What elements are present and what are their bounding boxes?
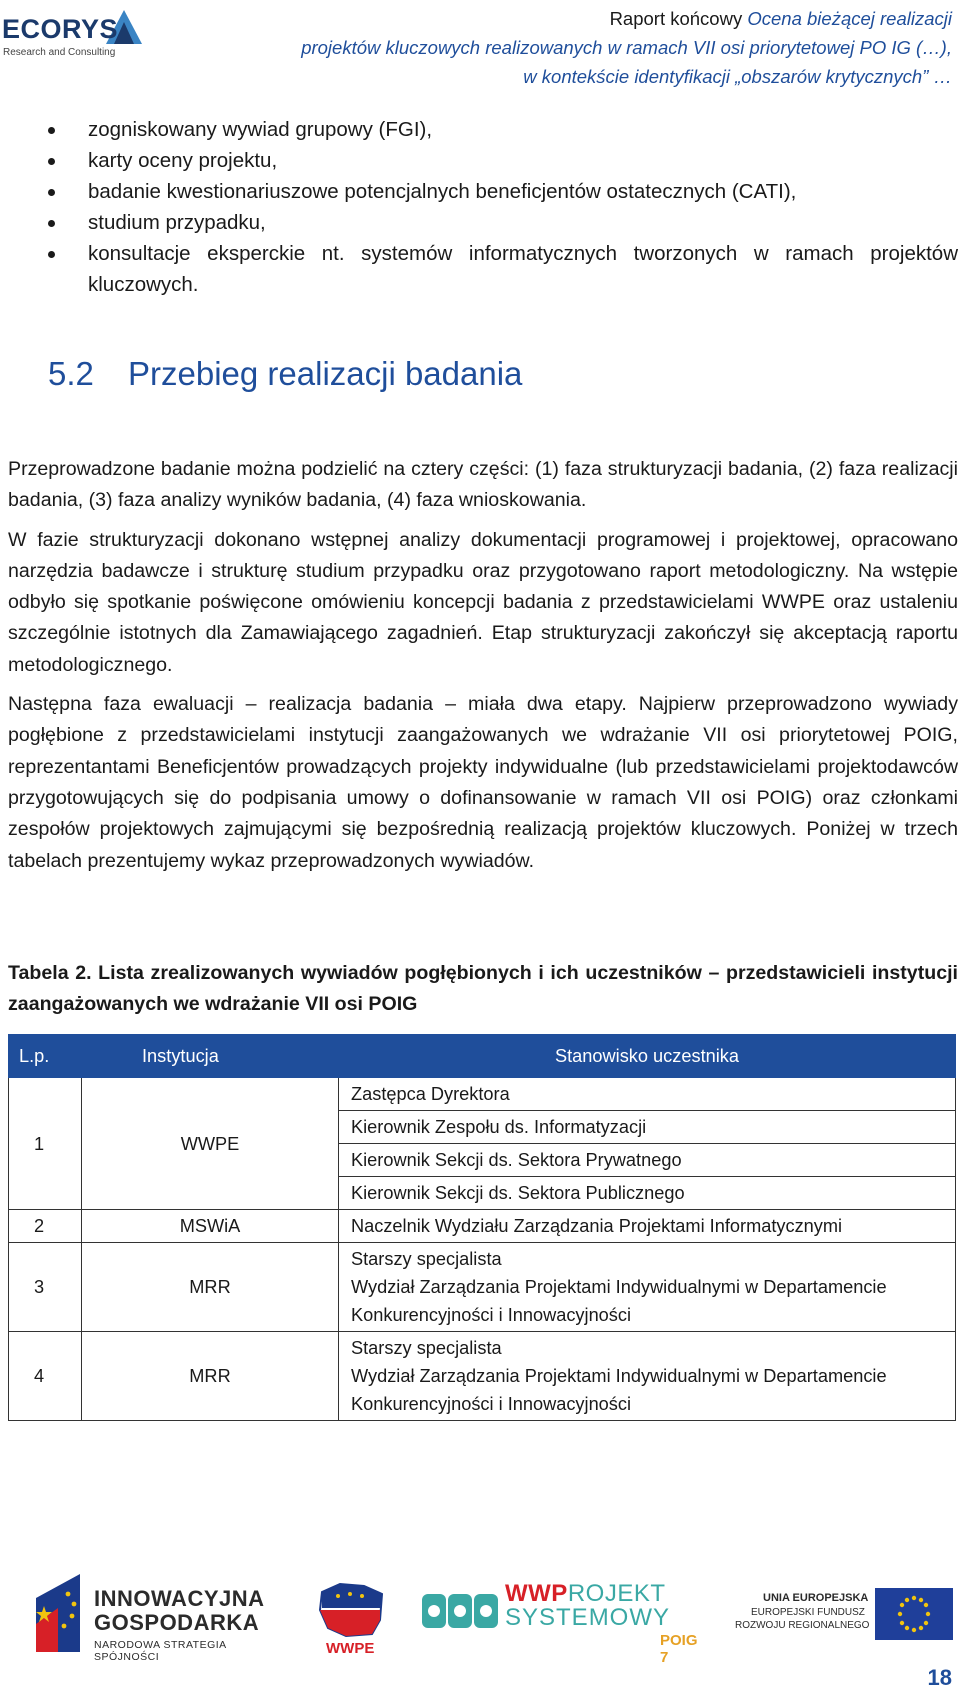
eu-flag-icon bbox=[875, 1588, 953, 1640]
innowacyjna-gospodarka-logo bbox=[28, 1566, 288, 1661]
header-institution: Instytucja bbox=[82, 1035, 339, 1078]
table-row bbox=[9, 1243, 956, 1332]
cell-position-multiline bbox=[339, 1243, 956, 1332]
header-title-part-1: Ocena bieżącej realizacji bbox=[747, 8, 952, 29]
cell-position: Kierownik Sekcji ds. Sektora Publicznego bbox=[339, 1177, 956, 1210]
cell-lp: 3 bbox=[9, 1243, 82, 1332]
eu-fund-text: EUROPEJSKI FUNDUSZ bbox=[751, 1607, 865, 1618]
position-line: Konkurencyjności i Innowacyjności bbox=[351, 1305, 632, 1325]
position-line: Wydział Zarządzania Projektami Indywidualnymi w Departamencie bbox=[351, 1277, 887, 1297]
cell-position: Naczelnik Wydziału Zarządzania Projektami Informatycznymi bbox=[339, 1210, 956, 1243]
header-title-part-3: w kontekście identyfikacji „obszarów krytycznych” … bbox=[523, 66, 952, 87]
paragraph: Następna faza ewaluacji – realizacja badania – miała dwa etapy. Najpierw przeprowadzono wywiady pogłębione z przedstawicielami instytucji zaangażowanych we wdrażanie VII osi priorytetowej POIG, reprezentantami Beneficjentów prowadzących projekty indywidualne (lub przedstawicielami projektodawców przygotowujących się do podpisania umowy o dofinansowanie w ramach VII osi POIG) oraz członkami zespołów projektowych zajmującymi się bezpośrednią realizacją projektów kluczowych. Poniżej w trzech tabelach prezentujemy wykaz przeprowadzonych wywiadów. bbox=[8, 693, 958, 872]
list-item: studium przypadku, bbox=[48, 207, 958, 238]
page-number: 18 bbox=[927, 1665, 952, 1690]
position-line: Starszy specjalista bbox=[351, 1249, 502, 1269]
cell-lp: 4 bbox=[9, 1332, 82, 1421]
wwpe-logo bbox=[316, 1580, 388, 1664]
bullet-icon bbox=[48, 220, 55, 227]
header-lp: L.p. bbox=[9, 1035, 82, 1078]
header-position: Stanowisko uczestnika bbox=[339, 1035, 956, 1078]
wwpe-logo-text: WWPE bbox=[326, 1640, 375, 1657]
section-body bbox=[8, 454, 958, 885]
table-row bbox=[9, 1210, 956, 1243]
header-title-part-2: projektów kluczowych realizowanych w ramach VII osi priorytetowej PO IG (…), bbox=[301, 37, 952, 58]
interviews-table bbox=[8, 1034, 956, 1421]
cell-position-multiline bbox=[339, 1332, 956, 1421]
table-row bbox=[9, 1332, 956, 1421]
running-header bbox=[232, 4, 952, 91]
methods-bullet-list bbox=[48, 114, 958, 300]
cell-institution: MRR bbox=[82, 1332, 339, 1421]
table-header-row bbox=[9, 1035, 956, 1078]
position-line: Wydział Zarządzania Projektami Indywidualnymi w Departamencie bbox=[351, 1366, 887, 1386]
table-row bbox=[9, 1078, 956, 1111]
cell-position: Kierownik Sekcji ds. Sektora Prywatnego bbox=[339, 1144, 956, 1177]
systemowy-text: SYSTEMOWY bbox=[505, 1604, 671, 1631]
eu-fund-logo bbox=[735, 1588, 955, 1648]
bullet-icon bbox=[48, 158, 55, 165]
cell-position: Kierownik Zespołu ds. Informatyzacji bbox=[339, 1111, 956, 1144]
cell-institution: MRR bbox=[82, 1243, 339, 1332]
list-item: karty oceny projektu, bbox=[48, 145, 958, 176]
ecorys-logo-subtitle: Research and Consulting bbox=[3, 47, 116, 58]
list-item: konsultacje eksperckie nt. systemów informatycznych tworzonych w ramach projektów kluczowych. bbox=[48, 238, 958, 300]
poig7-text: POIG 7 bbox=[660, 1632, 698, 1666]
innowacyjna-gospodarka-emblem-icon bbox=[28, 1568, 88, 1658]
header-line-1 bbox=[232, 4, 952, 33]
section-number: 5.2 bbox=[48, 355, 94, 392]
position-line: Starszy specjalista bbox=[351, 1338, 502, 1358]
cell-institution: WWPE bbox=[82, 1078, 339, 1210]
paragraph: Przeprowadzone badanie można podzielić na cztery części: (1) faza strukturyzacji badania, (2) faza realizacji badania, (3) faza analizy wyników badania, (4) faza wnioskowania. bbox=[8, 458, 958, 512]
list-item: badanie kwestionariuszowe potencjalnych beneficjentów ostatecznych (CATI), bbox=[48, 176, 958, 207]
ecorys-logo-name: ECORYS bbox=[2, 14, 119, 44]
table-caption: Tabela 2. Lista zrealizowanych wywiadów pogłębionych i ich uczestników – przedstawicieli instytucji zaangażowanych we wdrażanie VII osi POIG bbox=[8, 962, 958, 1016]
projekt-emblem-icon bbox=[420, 1584, 500, 1644]
bullet-icon bbox=[48, 251, 55, 258]
wwp-projekt-systemowy-logo bbox=[420, 1580, 698, 1666]
cell-position: Zastępca Dyrektora bbox=[339, 1078, 956, 1111]
gospodarka-text: GOSPODARKA bbox=[94, 1610, 260, 1635]
ecorys-logo bbox=[0, 4, 160, 66]
footer-logos bbox=[0, 1566, 960, 1676]
strategia-text: NARODOWA STRATEGIA SPÓJNOŚCI bbox=[94, 1639, 227, 1663]
cell-lp: 2 bbox=[9, 1210, 82, 1243]
section-heading bbox=[48, 355, 522, 393]
wwp-projekt-text: WWPROJEKT bbox=[505, 1580, 666, 1607]
eu-regional-text: ROZWOJU REGIONALNEGO bbox=[735, 1620, 870, 1631]
bullet-icon bbox=[48, 189, 55, 196]
cell-institution: MSWiA bbox=[82, 1210, 339, 1243]
cell-lp: 1 bbox=[9, 1078, 82, 1210]
header-report-label: Raport końcowy bbox=[609, 8, 748, 29]
poland-map-icon bbox=[316, 1580, 388, 1640]
eu-name-text: UNIA EUROPEJSKA bbox=[763, 1592, 869, 1604]
innowacyjna-text: INNOWACYJNA bbox=[94, 1586, 265, 1611]
position-line: Konkurencyjności i Innowacyjności bbox=[351, 1394, 632, 1414]
section-title: Przebieg realizacji badania bbox=[128, 355, 523, 392]
bullet-icon bbox=[48, 127, 55, 134]
paragraph: W fazie strukturyzacji dokonano wstępnej analizy dokumentacji programowej i projektowej, opracowano narzędzia badawcze i strukturę studium przypadku oraz przygotowano raport metodologiczny. Na wstępie odbyło się spotkanie poświęcone omówieniu koncepcji badania z przedstawicielami WWPE oraz ustaleniu szczególnie istotnych dla Zamawiającego zagadnień. Etap strukturyzacji zakończył się akceptacją raportu metodologicznego. bbox=[8, 528, 958, 676]
list-item: zogniskowany wywiad grupowy (FGI), bbox=[48, 114, 958, 145]
